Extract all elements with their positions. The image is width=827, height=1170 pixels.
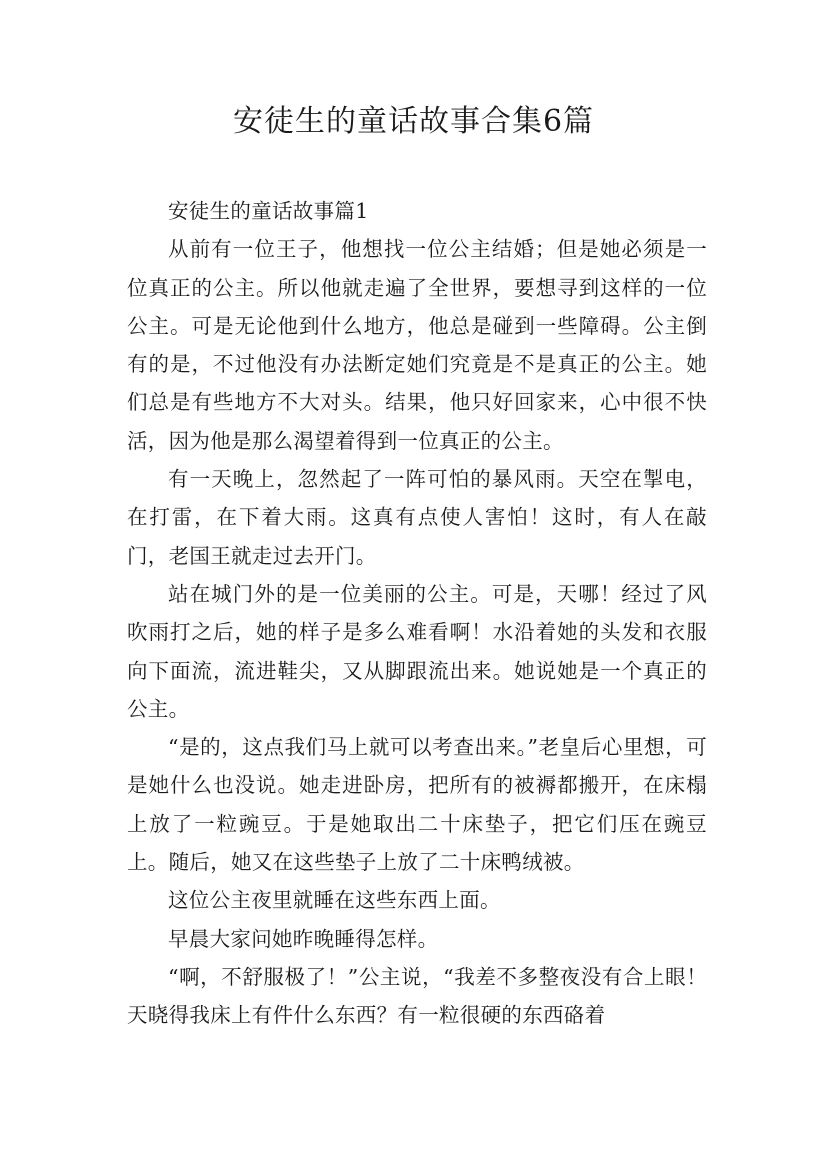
document-title: 安徒生的童话故事合集6篇 (232, 104, 595, 139)
paragraph-2: 有一天晚上，忽然起了一阵可怕的暴风雨。天空在掣电，在打雷，在下着大雨。这真有点使人害怕！这时，有人在敲门，老国王就走过去开门。 (127, 467, 707, 568)
paragraph-6: 早晨大家问她昨晚睡得怎样。 (168, 926, 439, 951)
paragraph-7: “啊，不舒服极了！”公主说，“我差不多整夜没有合上眼！天晓得我床上有件什么东西？有一粒很硬的东西硌着 (127, 964, 707, 1028)
paragraph-3: 站在城门外的是一位美丽的公主。可是，天哪！经过了风吹雨打之后，她的样子是多么难看啊！水沿着她的头发和衣服向下面流，流进鞋尖，又从脚跟流出来。她说她是一个真正的公主。 (127, 581, 707, 721)
paragraph-4: “是的，这点我们马上就可以考查出来。”老皇后心里想，可是她什么也没说。她走进卧房，把所有的被褥都搬开，在床榻上放了一粒豌豆。于是她取出二十床垫子，把它们压在豌豆上。随后，她又在这些垫子上放了二十床鸭绒被。 (127, 735, 707, 875)
document-body (127, 192, 707, 1035)
section-heading: 安徒生的童话故事篇1 (168, 199, 369, 223)
paragraph-5: 这位公主夜里就睡在这些东西上面。 (168, 888, 501, 913)
paragraph-1: 从前有一位王子，他想找一位公主结婚；但是她必须是一位真正的公主。所以他就走遍了全世界，要想寻到这样的一位公主。可是无论他到什么地方，他总是碰到一些障碍。公主倒有的是，不过他没有办法断定她们究竟是不是真正的公主。她们总是有些地方不大对头。结果，他只好回家来，心中很不快活，因为他是那么渴望着得到一位真正的公主。 (127, 237, 707, 453)
